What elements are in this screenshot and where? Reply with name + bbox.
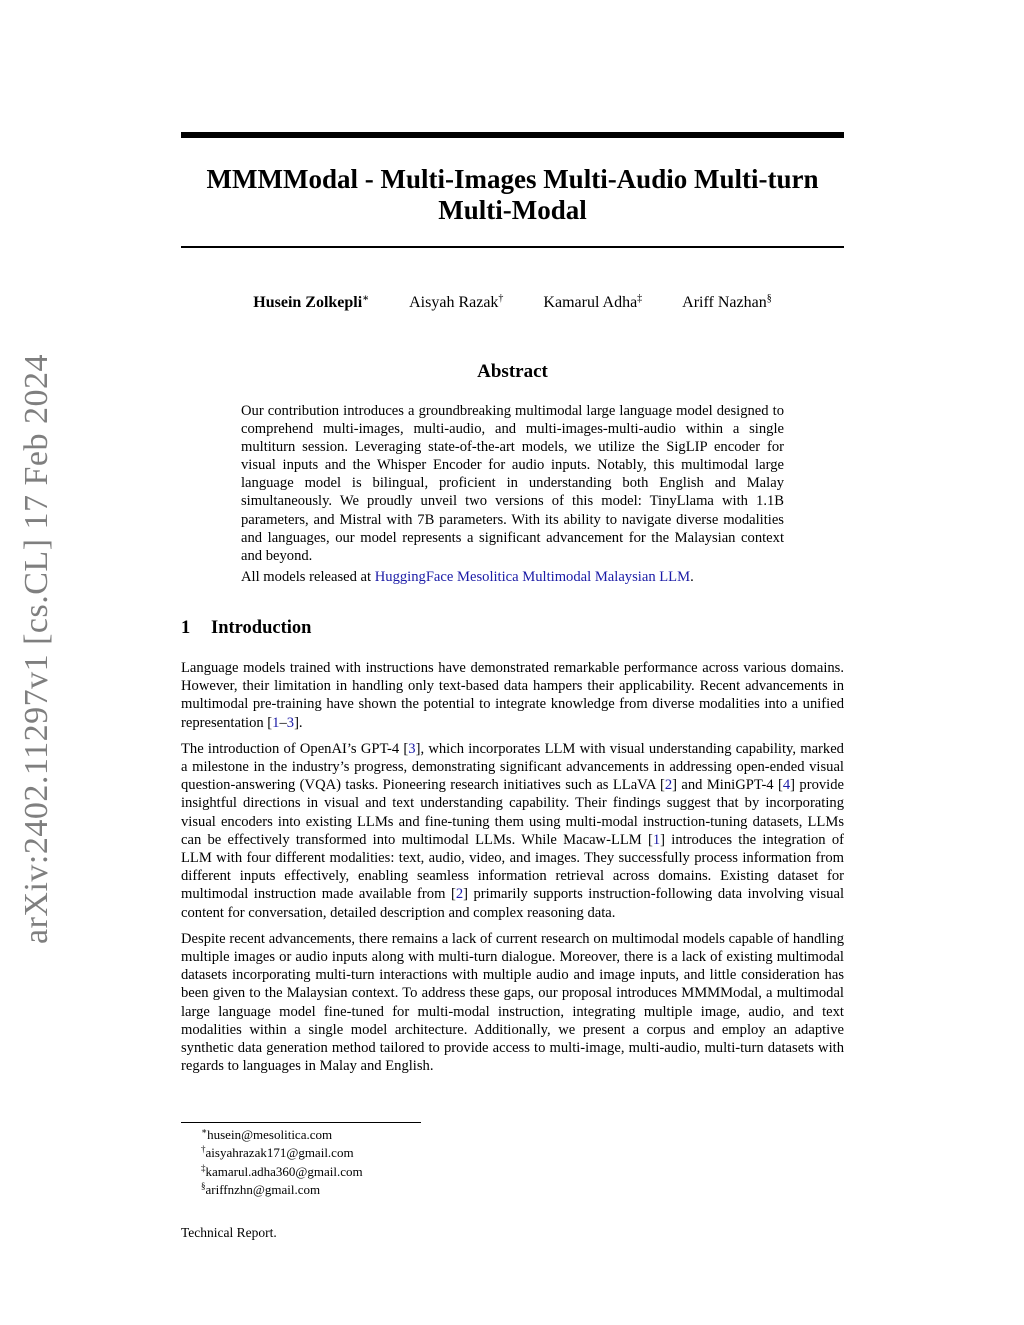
paragraph-3: Despite recent advancements, there remains a lack of current research on multimodal models capable of handling multiple images or audio inputs along with multi-turn dialogue. Moreover, there is a lack of existing multimodal datasets incorporating multi-turn interactions with multiple audio and image inputs, and little consideration has been given to the Malaysian context. To address these gaps, our proposal introduces MMMModal, a multimodal large language model fine-tuned for multi-modal instruction, integrating multiple image, audio, and text modalities within a single model architecture. Additionally, we present a corpus and employ an adaptive synthetic data generation method tailored to provide access to multi-image, multi-audio, multi-turn datasets with regards to languages in Malay and English. [181,930,844,1075]
p2-text-c: ] and MiniGPT-4 [ [672,777,783,794]
footnote-1-email: husein@mesolitica.com [207,1127,333,1142]
paragraph-2 [181,740,844,922]
footnote-rule [181,1122,421,1123]
p1-text-a: Language models trained with instructions have demonstrated remarkable performance across various domains. However, their limitation in handling only text-based data hampers their applicability. Recent advancements in multimodal pre-training have shown the potential to integrate knowledge from diverse modalities into a unified representation [ [181,660,844,731]
author-3-name: Kamarul Adha [543,294,638,311]
citation-4[interactable]: 4 [782,777,791,794]
p2-text-f: ] primarily supports instruction-following data involving visual content for conversation, detailed description and complex reasoning data. [181,886,844,921]
footnote-2-email: aisyahrazak171@gmail.com [205,1145,354,1161]
section-heading-introduction [181,618,311,639]
p1-dash: – [279,714,287,731]
citation-2[interactable]: 2 [455,886,464,903]
arxiv-sidebar-stamp: arXiv:2402.11297v1 [cs.CL] 17 Feb 2024 [18,353,55,944]
title-top-rule [181,132,844,138]
author-list [181,294,844,312]
release-suffix: . [690,568,694,585]
footnote-2 [201,1144,363,1162]
abstract-heading: Abstract [477,361,548,382]
author-2 [409,294,503,312]
author-3-mark: ‡ [637,293,643,304]
author-1-mark: ∗ [362,293,370,304]
citation-1[interactable]: 1 [652,831,661,848]
p2-text-e: ] introduces the integration of LLM with four different modalities: text, audio, video, and images. They successfully process information from different inputs effectively, enabling seamless information retrieval across domains. Existing dataset for multimodal instruction made available from [ [181,831,844,903]
author-1-name: Husein Zolkepli [253,294,363,311]
title-bottom-rule [181,246,844,248]
author-4 [682,294,772,312]
author-4-mark: § [766,293,772,304]
abstract-text: Our contribution introduces a groundbreaking multimodal large language model designed to comprehend multi-images, multi-audio, and multi-images-multi-audio within a single multiturn session. Leveraging state-of-the-art models, we utilize the SigLIP encoder for visual inputs and the Whisper Encoder for audio inputs. Notably, this multimodal large language model is bilingual, proficient in understanding both English and Malay simultaneously. We proudly unveil two versions of this model: TinyLlama with 1.1B parameters, and Mistral with 7B parameters. With its ability to navigate diverse modalities and languages, our model represents a significant advancement for the Malaysian context and beyond. [241,403,784,564]
footnote-3-email: kamarul.adha360@gmail.com [205,1163,363,1179]
footnote-4-email: ariffnzhn@gmail.com [205,1182,321,1198]
footer-note: Technical Report. [181,1225,277,1240]
citation-3[interactable]: 3 [286,714,295,731]
footnote-1-mark: ∗ [201,1126,208,1136]
paragraph-1 [181,659,844,732]
p2-text-d: ] provide insightful directions in visual and text understanding capability. Their findings suggest that by incorporating visual encoders into existing LLMs and fine-tuning them using multi-modal instruction-tuning datasets, LLMs can be effectively transformed into multimodal LLMs. While Macaw-LLM [ [181,777,844,848]
footnote-4-mark: § [201,1181,206,1192]
citation-2[interactable]: 2 [664,777,673,794]
section-title: Introduction [211,618,312,638]
p1-text-b: ]. [294,714,303,731]
footnote-2-mark: † [201,1144,206,1155]
footnote-1 [201,1126,363,1144]
paper-title: MMMModal - Multi-Images Multi-Audio Multi-turn Multi-Modal [206,164,819,225]
abstract-release-line [241,568,784,586]
footnote-3 [201,1163,363,1181]
citation-1[interactable]: 1 [272,714,280,731]
section-number: 1 [181,618,191,638]
author-3 [543,294,642,312]
author-2-mark: † [498,293,504,304]
release-prefix: All models released at [241,568,375,585]
p2-text-a: The introduction of OpenAI’s GPT-4 [ [181,740,409,757]
author-2-name: Aisyah Razak [409,294,499,311]
footnotes [201,1126,363,1200]
author-4-name: Ariff Nazhan [682,294,767,311]
introduction-body [181,659,844,1083]
author-1 [253,294,369,312]
footnote-4 [201,1181,363,1199]
citation-3[interactable]: 3 [408,740,416,757]
abstract-body [241,402,784,586]
p2-text-b: ], which incorporates LLM with visual understanding capability, marked a milestone in the industry’s progress, demonstrating significant advancements in addressing open-ended visual question-answering (VQA) tasks. Pioneering research initiatives such as LLaVA [ [181,740,844,794]
footnote-3-mark: ‡ [201,1162,206,1173]
huggingface-link[interactable]: HuggingFace Mesolitica Multimodal Malaysian LLM [374,568,691,585]
